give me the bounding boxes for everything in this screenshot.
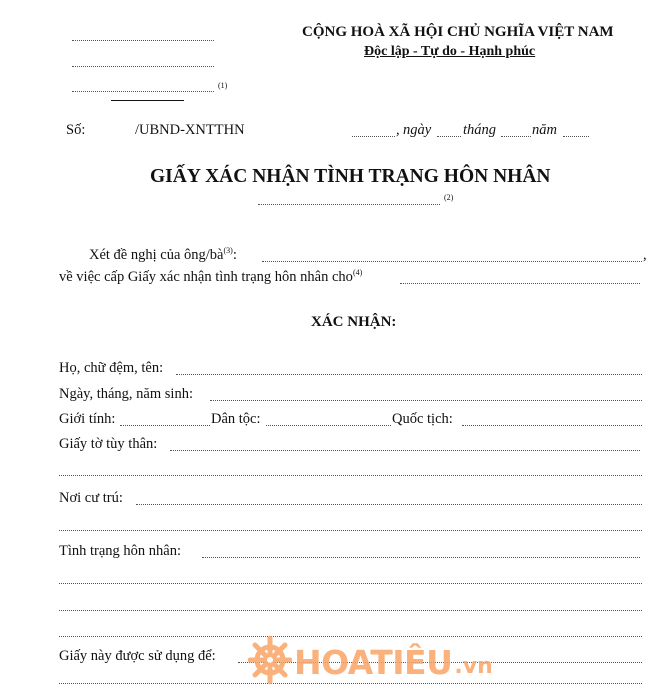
field-label-giay-to: Giấy tờ tùy thân: <box>59 436 158 452</box>
title-footnote: (2) <box>444 193 454 202</box>
watermark-tld: .vn <box>454 654 493 679</box>
requester-field[interactable] <box>262 261 642 262</box>
intro-line1-end: , <box>643 247 647 263</box>
intro-line-2 <box>59 269 362 286</box>
field-label-dan-toc: Dân tộc: <box>211 411 261 427</box>
field-label-ho-ten: Họ, chữ đệm, tên: <box>59 360 164 376</box>
title-subline-field[interactable] <box>258 204 440 205</box>
ngay-field[interactable] <box>437 136 461 137</box>
agency-line-2[interactable] <box>72 66 214 67</box>
date-place-field[interactable] <box>352 136 395 137</box>
field-label-muc-dich: Giấy này được sử dụng để: <box>59 648 216 664</box>
intro-line-1 <box>89 247 237 264</box>
ngay-sinh-field[interactable] <box>210 400 642 401</box>
motto: Độc lập - Tự do - Hạnh phúc <box>364 44 536 59</box>
intro-line2-label: về việc cấp Giấy xác nhận tình trạng hôn nhân cho <box>59 269 353 285</box>
agency-line-3[interactable] <box>72 91 214 92</box>
agency-footnote: (1) <box>218 81 228 90</box>
so-code: /UBND-XNTTHN <box>135 122 245 138</box>
noi-cu-tru-field-line-2[interactable] <box>59 530 642 531</box>
field-label-noi-cu-tru: Nơi cư trú: <box>59 490 123 506</box>
giay-to-field-line-2[interactable] <box>59 475 642 476</box>
field-label-gioi-tinh: Giới tính: <box>59 411 116 427</box>
field-label-quoc-tich: Quốc tịch: <box>392 411 453 427</box>
nam-field[interactable] <box>563 136 589 137</box>
section-title: XÁC NHẬN: <box>311 314 397 330</box>
field-label-ngay-sinh: Ngày, tháng, năm sinh: <box>59 386 193 402</box>
dan-toc-field[interactable] <box>266 425 391 426</box>
ship-wheel-icon <box>248 636 292 689</box>
thang-label: tháng <box>463 122 497 138</box>
date-comma: , <box>396 122 400 138</box>
field-label-tinh-trang: Tình trạng hôn nhân: <box>59 543 182 559</box>
so-label: Số: <box>66 122 86 138</box>
ngay-label: ngày <box>403 122 432 138</box>
intro-line1-colon: : <box>232 247 237 263</box>
agency-underline <box>111 100 184 101</box>
watermark-brand: HOATIÊU <box>294 643 453 682</box>
nam-label: năm <box>532 122 557 138</box>
giay-to-field[interactable] <box>170 450 640 451</box>
watermark <box>248 636 493 689</box>
footnote-4: (4) <box>352 268 363 278</box>
recipient-field[interactable] <box>400 283 640 284</box>
quoc-tich-field[interactable] <box>462 425 642 426</box>
intro-line1-label: Xét đề nghị của ông/bà <box>89 247 224 263</box>
tinh-trang-field[interactable] <box>202 557 640 558</box>
footnote-3: (3) <box>223 246 233 256</box>
noi-cu-tru-field[interactable] <box>136 504 642 505</box>
tinh-trang-field-line-3[interactable] <box>59 610 642 611</box>
thang-field[interactable] <box>501 136 531 137</box>
tinh-trang-field-line-2[interactable] <box>59 583 642 584</box>
nation-title: CỘNG HOÀ XÃ HỘI CHỦ NGHĨA VIỆT NAM <box>302 24 614 40</box>
agency-line-1[interactable] <box>72 40 214 41</box>
gioi-tinh-field[interactable] <box>120 425 210 426</box>
document-title: GIẤY XÁC NHẬN TÌNH TRẠNG HÔN NHÂN <box>150 166 551 187</box>
ho-ten-field[interactable] <box>176 374 642 375</box>
